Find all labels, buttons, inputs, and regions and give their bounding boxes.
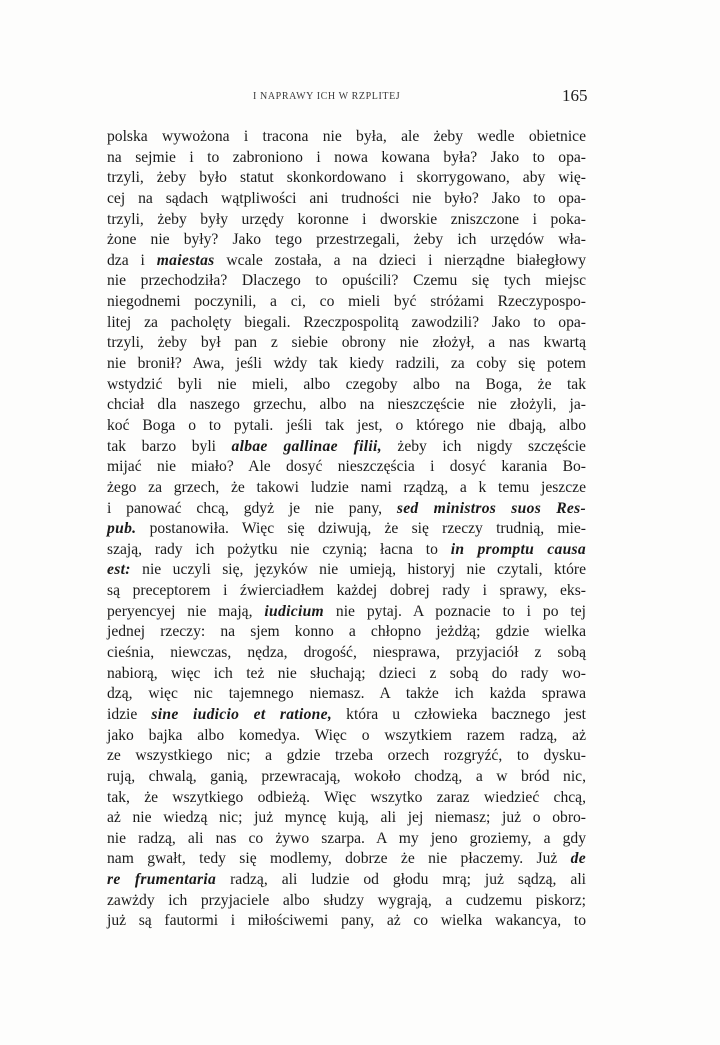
latin-phrase: maiestas	[156, 251, 215, 269]
latin-phrase: est:	[107, 561, 131, 579]
text-line	[107, 189, 586, 210]
text-segment: nie bronił? Awa, jeśli wżdy tak kiedy radzili, za coby się potem	[107, 355, 586, 373]
text-line	[107, 230, 586, 251]
latin-phrase: albae gallinae filii,	[231, 437, 382, 455]
text-line	[107, 457, 586, 478]
text-segment: na sejmie i to zabroniono i nowa kowana była? Jako to opa-	[107, 148, 586, 166]
text-line	[107, 354, 586, 375]
text-segment: polska wywożona i tracona nie była, ale żeby wedle obietnice	[107, 128, 586, 145]
text-segment: litej za pacholęty biegali. Rzeczpospolitą zawodzili? Jako to opa-	[107, 313, 586, 331]
text-segment: niegodnemi poczynili, a ci, co mieli być stróżami Rzeczypospo-	[107, 293, 586, 311]
text-segment: postanowiła. Więc się dziwują, że się rzeczy trudnią, mie-	[136, 520, 586, 538]
latin-phrase: sed ministros suos Res-	[396, 499, 587, 517]
text-segment: zawżdy ich przyjaciele albo słudzy wygrają, a cudzemu piskorz;	[107, 891, 586, 909]
text-segment: nabiorą, więc ich też nie słuchają; dzieci z sobą do rady wo-	[107, 664, 586, 682]
latin-phrase: sine iudicio et ratione,	[151, 705, 333, 723]
text-line	[107, 168, 586, 189]
text-line	[107, 313, 586, 334]
text-segment: tak barzo byli	[107, 437, 232, 455]
text-line	[107, 519, 586, 540]
running-head: I NAPRAWY ICH W RZPLITEJ	[253, 91, 401, 102]
text-segment: dza i	[107, 251, 157, 269]
text-segment: cieśnia, niewczas, nędza, drogość, niesprawa, przyjaciół z sobą	[107, 644, 586, 662]
text-line	[107, 911, 586, 932]
text-line	[107, 767, 586, 788]
text-segment: żeby ich nigdy szczęście	[381, 437, 586, 455]
text-line	[107, 602, 586, 623]
text-segment: peryencyej nie mają,	[107, 602, 265, 620]
text-line	[107, 746, 586, 767]
text-line	[107, 375, 586, 396]
text-segment: trzyli, żeby był pan z siebie obrony nie złożył, a nas kwartą	[107, 334, 586, 352]
text-line	[107, 581, 586, 602]
text-segment: są preceptorem i źwierciadłem każdej dobrej rady i sprawy, eks-	[107, 582, 586, 600]
text-line	[107, 416, 586, 437]
text-segment: tak, że wszytkiego odbieżą. Więc wszytko zaraz wiedzieć chcą,	[107, 788, 586, 806]
text-segment: jako bajka albo komedya. Więc o wszytkiem razem radzą, aż	[107, 726, 586, 744]
text-line	[107, 684, 586, 705]
text-line	[107, 808, 586, 829]
text-line	[107, 271, 586, 292]
text-line	[107, 705, 586, 726]
text-line	[107, 726, 586, 747]
text-segment: chciał dla naszego grzechu, albo na nieszczęście nie złożyli, ja-	[107, 396, 586, 414]
text-line	[107, 127, 586, 148]
text-segment: ze wszystkiego nic; a gdzie trzeba orzech rozgryźć, to dysku-	[107, 747, 586, 765]
text-segment: już są fautormi i miłościwemi pany, aż co wielka wakancya, to	[107, 912, 586, 930]
text-line	[107, 622, 586, 643]
text-line	[107, 870, 586, 891]
text-segment: żone nie były? Jako tego przestrzegali, żeby ich urzędów wła-	[107, 231, 586, 249]
text-segment: rują, chwalą, ganią, przewracają, wokoło chodzą, a w bród nic,	[107, 767, 586, 785]
text-line	[107, 292, 586, 313]
text-line	[107, 540, 586, 561]
text-line	[107, 210, 586, 231]
text-line	[107, 333, 586, 354]
text-segment: radzą, ali ludzie od głodu mrą; już sądzą, ali	[216, 871, 586, 889]
text-line	[107, 148, 586, 169]
text-segment: mijać nie miało? Ale dosyć nieszczęścia i dosyć karania Bo-	[107, 458, 586, 476]
text-segment: wstydzić byli nie mieli, albo czegoby albo na Boga, że tak	[107, 375, 586, 393]
text-line	[107, 478, 586, 499]
text-segment: nie radzą, ali nas co żywo szarpa. A my jeno groziemy, a gdy	[107, 829, 586, 847]
text-line	[107, 849, 586, 870]
text-line	[107, 664, 586, 685]
text-segment: która u człowieka bacznego jest	[332, 705, 587, 723]
latin-phrase: re frumentaria	[107, 871, 217, 889]
text-line	[107, 643, 586, 664]
text-line	[107, 437, 586, 458]
text-segment: nie pytaj. A poznacie to i po tej	[323, 602, 586, 620]
text-segment: trzyli, żeby było statut skonkordowano i skorrygowano, aby wię-	[107, 169, 586, 187]
text-segment: trzyli, żeby były urzędy koronne i dworskie zniszczone i poka-	[107, 210, 586, 228]
latin-phrase: pub.	[107, 520, 137, 538]
text-line	[107, 560, 586, 581]
text-line	[107, 788, 586, 809]
text-line	[107, 395, 586, 416]
text-line	[107, 251, 586, 272]
text-segment: żego za grzech, że takowi ludzie nami rządzą, a k temu jeszcze	[107, 478, 586, 496]
text-segment: jednej rzeczy: na sjem konno a chłopno jeżdżą; gdzie wielka	[107, 623, 586, 641]
text-segment: wcale została, a na dzieci i nierządne białegłowy	[214, 251, 586, 269]
text-line	[107, 829, 586, 850]
text-segment: nie uczyli się, języków nie umieją, historyj nie czytali, które	[130, 561, 586, 579]
text-segment: szają, rady ich pożytku nie czynią; łacna to	[107, 540, 451, 558]
text-segment: idzie	[107, 705, 152, 723]
body-text	[107, 127, 586, 932]
text-segment: nie przechodziła? Dlaczego to opuścili? Czemu się tych miejsc	[107, 272, 586, 290]
text-segment: cej na sądach wątpliwości ani trudności nie było? Jako to opa-	[107, 189, 586, 207]
latin-phrase: in promptu causa	[450, 540, 587, 558]
page-number: 165	[562, 86, 588, 105]
text-segment: koć Boga o to pytali. jeśli tak jest, o którego nie dbają, albo	[107, 416, 586, 434]
text-segment: aż nie wiedzą nic; już myncę kują, ali jej niemasz; już o obro-	[107, 809, 586, 827]
text-segment: i panować chcą, gdyż je nie pany,	[107, 499, 397, 517]
text-line	[107, 499, 586, 520]
text-segment: dzą, więc nic tajemnego niemasz. A także ich każda sprawa	[107, 685, 586, 703]
text-line	[107, 891, 586, 912]
latin-phrase: de	[570, 850, 586, 868]
latin-phrase: iudicium	[264, 602, 324, 620]
text-segment: nam gwałt, tedy się modlemy, dobrze że nie płaczemy. Już	[107, 850, 571, 868]
